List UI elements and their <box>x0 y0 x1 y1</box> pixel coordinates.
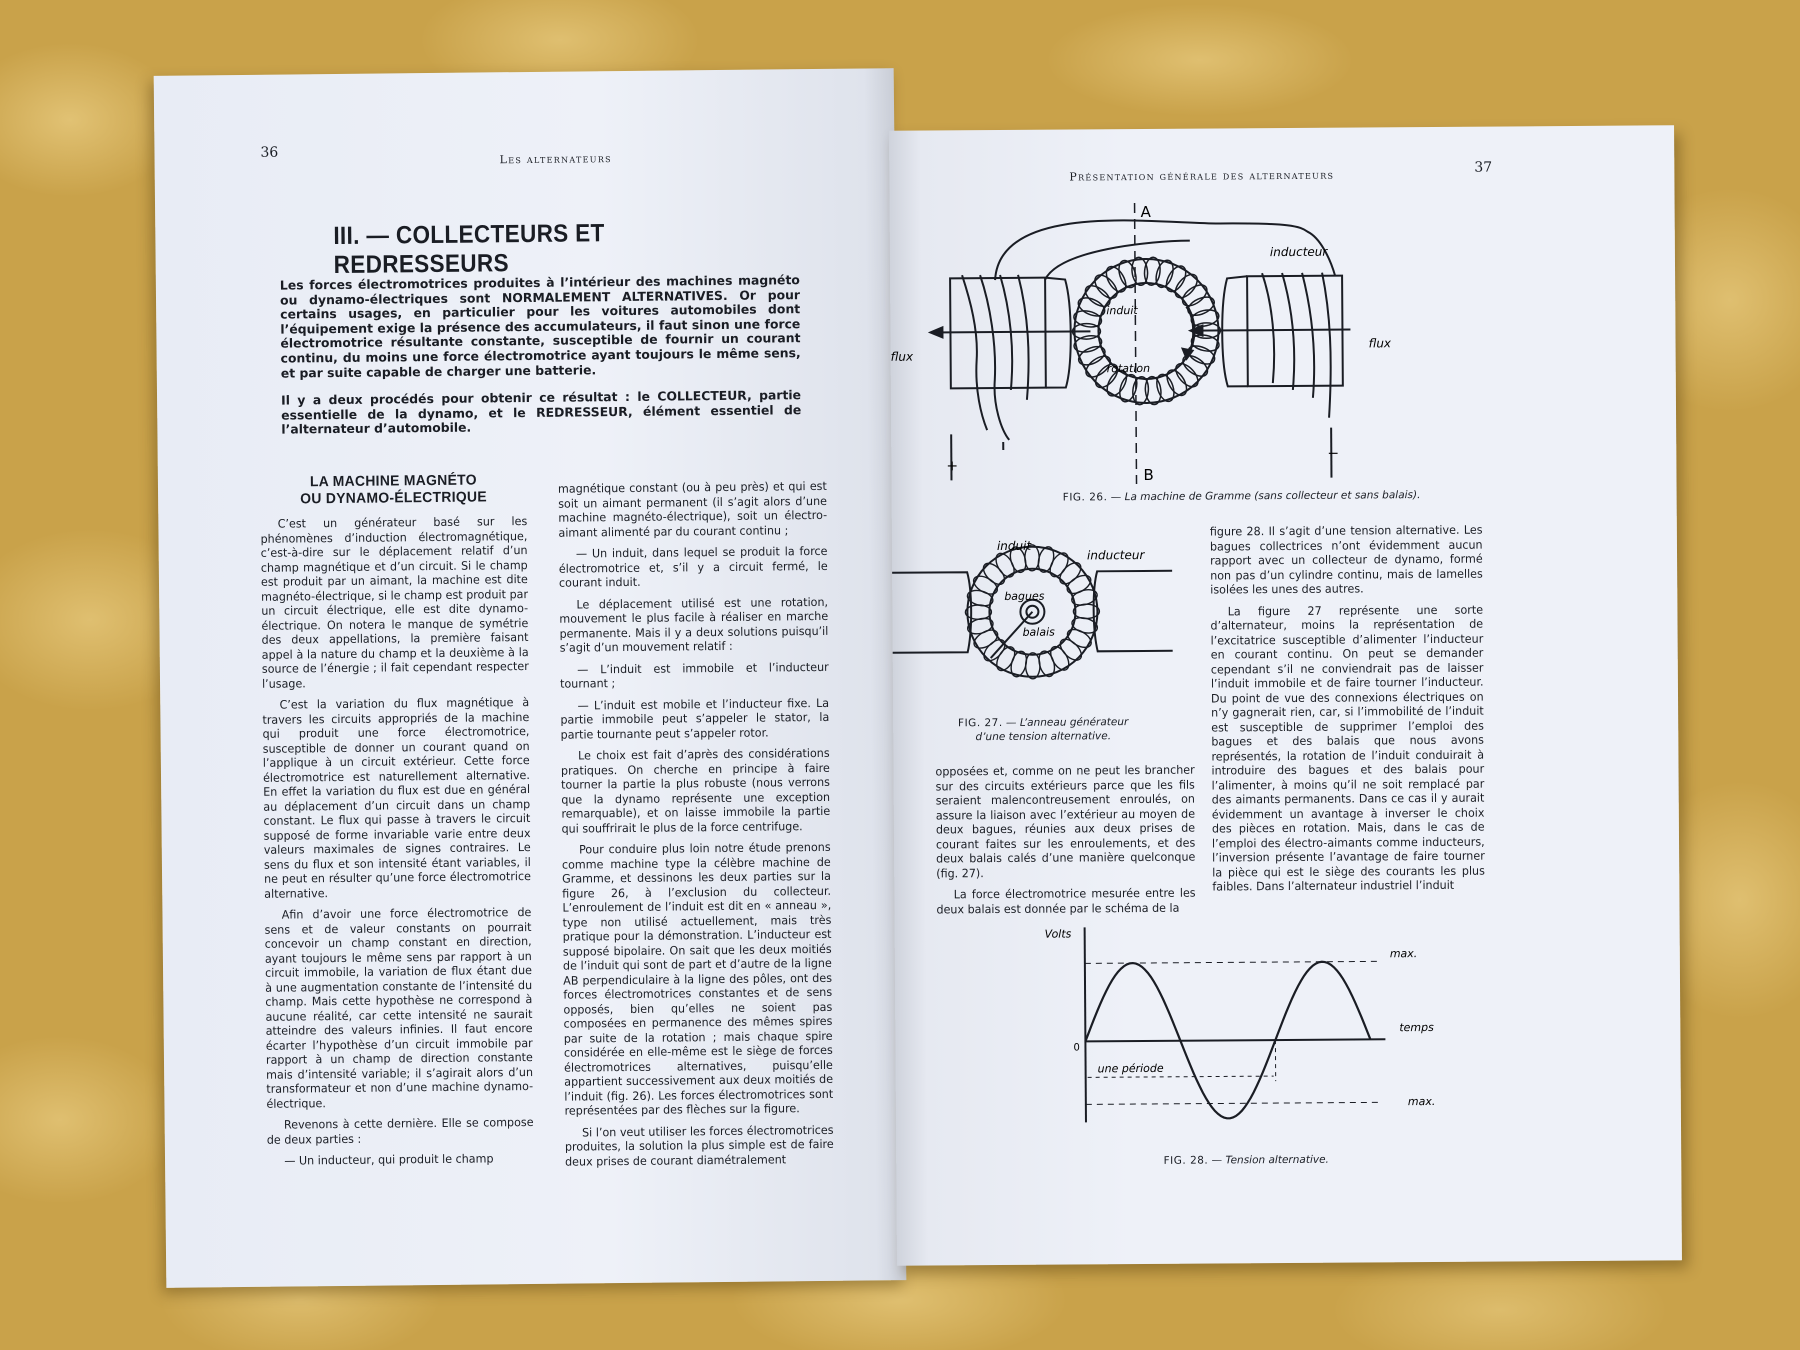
coil-turn <box>965 605 991 619</box>
minus-label: − <box>1327 445 1340 462</box>
left-page <box>154 68 907 1288</box>
paragraph: C’est la variation du flux magnétique à travers les circuits appropriés de la machine qui produit une force électromotrice, susceptible de donner un courant quand on l’applique à un circuit extérieur. Cette force électromotrice est naturellement alternative. En effet la variation du flux est due en général au déplacement d’un circuit dans un champ constant. Le flux qui passe à travers le circuit supposé de forme invariable varie entre deux valeurs maximales de signes contraires. Le sens du flux et son intensité étant variables, il ne peut en résulter qu’une force électromotrice alternative. <box>262 695 532 901</box>
inducteur-label: inducteur <box>1086 547 1145 563</box>
coil-turn <box>1179 281 1211 310</box>
coil-turn <box>1073 604 1099 618</box>
paragraph: opposées et, comme on ne peut les brancher sur des circuits extérieurs parce que les fils seraient malencontreusement enroulés, on assure la liaison avec l’extérieur au moyen de deux bagues, réunies aux deux prises de courant faites sur les enroulements, et des deux balais calés d’une manière quelconque (fig. 27). <box>935 762 1196 880</box>
figure-27-ring-generator <box>892 529 1193 701</box>
coil-turn <box>1132 376 1150 405</box>
y-axis-label: Volts <box>1044 927 1072 941</box>
section-title: LA MACHINE MAGNÉTO OU DYNAMO-ÉLECTRIQUE <box>300 472 487 508</box>
paragraph: Afin d’avoir une force électromotrice de sens et de valeur constants on pourrait concevoir un champ constant en direction, ayant toujours le même sens par rapport à un circuit immobile, la variation de flux étant due à une augmentation constante de l’intensité du champ. Mais cette hypothèse ne correspond à aucune réalité, car cette intensité ne saurait atteindre des valeurs infinies. Il faut encore écarter l’hypothèse d’un circuit immobile par rapport à un champ de direction constante mais d’intensité variable; il s’agirait alors d’un transformateur et non d’une machine dynamo-électrique. <box>264 904 534 1111</box>
max-bottom-label: max. <box>1407 1094 1436 1109</box>
figure-26-gramme-machine <box>889 125 1676 484</box>
induit-label: induit <box>996 538 1032 554</box>
right-page <box>889 125 1682 1265</box>
x-axis-label: temps <box>1399 1020 1434 1035</box>
paragraph: — Un induit, dans lequel se produit la force électromotrice et, s’il y a circuit fermé, le courant induit. <box>558 543 828 590</box>
column-middle <box>935 763 1195 924</box>
page-number: 37 <box>1474 159 1493 176</box>
intro-paragraph-2: Il y a deux procédés pour obtenir ce résultat : le COLLECTEUR, partie essentielle de la dynamo, et le REDRESSEUR, élément essentiel de l’alternateur d’automobile. <box>280 387 802 437</box>
coil-turn <box>1026 653 1040 679</box>
coil-turn <box>1163 367 1190 399</box>
running-head: Présentation générale des alternateurs <box>1069 168 1335 184</box>
paragraph: Le choix est fait d’après des considérations pratiques. On cherche en principe à faire tourner la partie la plus robuste (nous verrons que la dynamo représente une exception remarquable), et on laisse immobile la partie qui souffrirait le plus de la force centrifuge. <box>560 745 831 836</box>
coil-turn <box>1047 644 1072 674</box>
figure-28-caption: FIG. 28. — Tension alternative. <box>1163 1153 1329 1167</box>
running-head: Les alternateurs <box>499 152 612 167</box>
paragraph: — L’induit est immobile et l’inducteur tournant ; <box>559 659 829 691</box>
coil-turn <box>1064 572 1094 597</box>
coil-turn <box>1046 550 1071 580</box>
paragraph: Si l’on veut utiliser les forces électromotrices produites, la solution la plus simple est de faire deux prises de courant diamétralement <box>564 1122 834 1169</box>
coil-turn <box>1065 626 1095 651</box>
figure-27-caption: FIG. 27. — L’anneau générateur d’une tension alternative. <box>957 716 1129 744</box>
coil-turn <box>1076 343 1108 369</box>
paragraph: — Un inducteur, qui produit le champ <box>284 1151 494 1168</box>
coil-turn <box>1179 351 1211 380</box>
paragraph: Le déplacement utilisé est une rotation, mouvement le plus facile à réaliser en marche permanente. Mais il y a deux solutions puisqu’il s’agit d’un mouvement relatif : <box>559 594 829 655</box>
paragraph: magnétique constant (ou à peu près) et qui est soit un aimant permanent (il s’agit alors d’une machine magnéto-électrique), soit un électro-aimant alimenté par du courant continu ; <box>557 478 828 540</box>
inducteur-label: inducteur <box>1269 244 1328 260</box>
rotation-label: rotation <box>1106 361 1151 376</box>
bagues-label: bagues <box>1004 589 1045 603</box>
column-left <box>260 472 534 1175</box>
coil-turn <box>971 572 1001 597</box>
origin-label: 0 <box>1073 1042 1080 1054</box>
intro-paragraph-1: Les forces électromotrices produites à l’intérieur des machines magnéto ou dynamo-électriques sont NORMALEMENT ALTERNATIVES. Or pour certains usages, en particulier pour les voitures automobiles dont l’équipement exige la présence des accumulateurs, il faut sinon une force électromotrice résultante constante, susceptible de fournir un courant continu, du moins une force électromotrice ayant toujours le même sens, et par suite capable de charger une batterie. <box>279 272 801 381</box>
max-top-label: max. <box>1389 947 1418 961</box>
balais-label: balais <box>1022 625 1055 639</box>
plus-label: + <box>946 458 959 475</box>
coil-turn <box>971 626 1001 651</box>
column-right <box>558 479 834 1176</box>
paragraph: — L’induit est mobile et l’inducteur fixe. La partie immobile peut s’appeler le stator, la partie tournante peut s’appeler rotor. <box>560 695 830 742</box>
induit-label: induit <box>1106 304 1138 318</box>
paragraph: La figure 27 représente une sorte d’alternateur, moins la représentation de l’excitatrice susceptible d’alimenter l’inducteur en courant continu. On peut se demander cependant s’il ne conviendrait pas de laisser l’induit immobile et de faire tourner l’inducteur. Du point de vue des connexions électriques on n’y gagnerait rien, car, si l’immobilité de l’induit est susceptible de supprimer l’emploi des bagues et des balais que nous avons représentés, la rotation de l’induit conduirait à introduire des bagues et des balais pour l’alimenter, à moins qu’il ne soit remplacé par des aimants permanents. Dans ce cas il y aurait évidemment un avantage à inverser le choix des pièces en rotation. Mais, dans le cas de l’emploi des électro-aimants comme inducteurs, l’inversion présente l’avantage de faire tourner la pièce qui est le siège des courants les plus faibles. Dans l’alternateur industriel l’induit <box>1210 602 1485 894</box>
column-right <box>1210 523 1485 901</box>
figure-26-caption: FIG. 26. — La machine de Gramme (sans collecteur et sans balais). <box>1062 489 1421 504</box>
paragraph: C’est un générateur basé sur les phénomènes d’induction électromagnétique, c’est-à-dire sur le déplacement relatif d’un champ magnétique et d’un circuit. Si le champ est produit par un aimant, la machine est dite magnéto-électrique, si le champ est produit par un circuit électrique, elle est dite dynamo-électrique. On notera le manque de symétrie des deux appellations, la première faisant appel à la nature du champ et la deuxième à la source de l’énergie ; il fait cependant respecter l’usage. <box>260 514 529 691</box>
label-b: B <box>1143 465 1154 484</box>
paragraph: La force électromotrice mesurée entre les deux balais est donnée par le schéma de la <box>936 885 1196 916</box>
paragraph: Pour conduire plus loin notre étude prenons comme machine type la célèbre machine de Gramme, et dessinons les deux parties sur la figure 26, à l’exclusion du collecteur. L’enroulement de l’induit est dit en « anneau », type non utilisé actuellement, mais très pratique pour la démonstration. L’inducteur est supposé bipolaire. On sait que les deux moitiés de l’induit qui sont de part et d’autre de la ligne AB perpendiculaire à la ligne des pôles, ont des forces électromotrices constantes et de sens opposés, bien qu’elles ne soient pas composées en permanence des mêmes spires par suite de la rotation ; mais chaque spire considérée en elle-même est le siège de forces électromotrices alternatives, puisqu’elle appartient successivement aux deux moitiés de l’induit (fig. 26). Les forces électromotrices sont représentées par des flèches sur la figure. <box>561 839 834 1118</box>
coil-turn <box>1102 263 1129 295</box>
paragraph: Revenons à cette dernière. Elle se compose de deux parties : <box>266 1114 534 1147</box>
page-number: 36 <box>260 144 279 161</box>
figure-28-alternating-voltage <box>1025 915 1447 1138</box>
coil-turn <box>993 644 1018 674</box>
period-label: une période <box>1097 1061 1164 1076</box>
coil-turn <box>992 550 1017 580</box>
flux-right-label: flux <box>1368 336 1392 351</box>
label-a: A <box>1140 202 1151 221</box>
coil-turn <box>1143 257 1161 286</box>
flux-left-label: flux <box>890 349 914 364</box>
chapter-title: III. — COLLECTEURS ET REDRESSEURS <box>333 219 605 280</box>
paragraph: figure 28. Il s’agit d’une tension alternative. Les bagues collectrices n’ont évidemment aucun rapport avec un collecteur de dynamo, formé non pas d’un cylindre continu, mais de lamelles isolées les unes des autres. <box>1209 522 1483 597</box>
